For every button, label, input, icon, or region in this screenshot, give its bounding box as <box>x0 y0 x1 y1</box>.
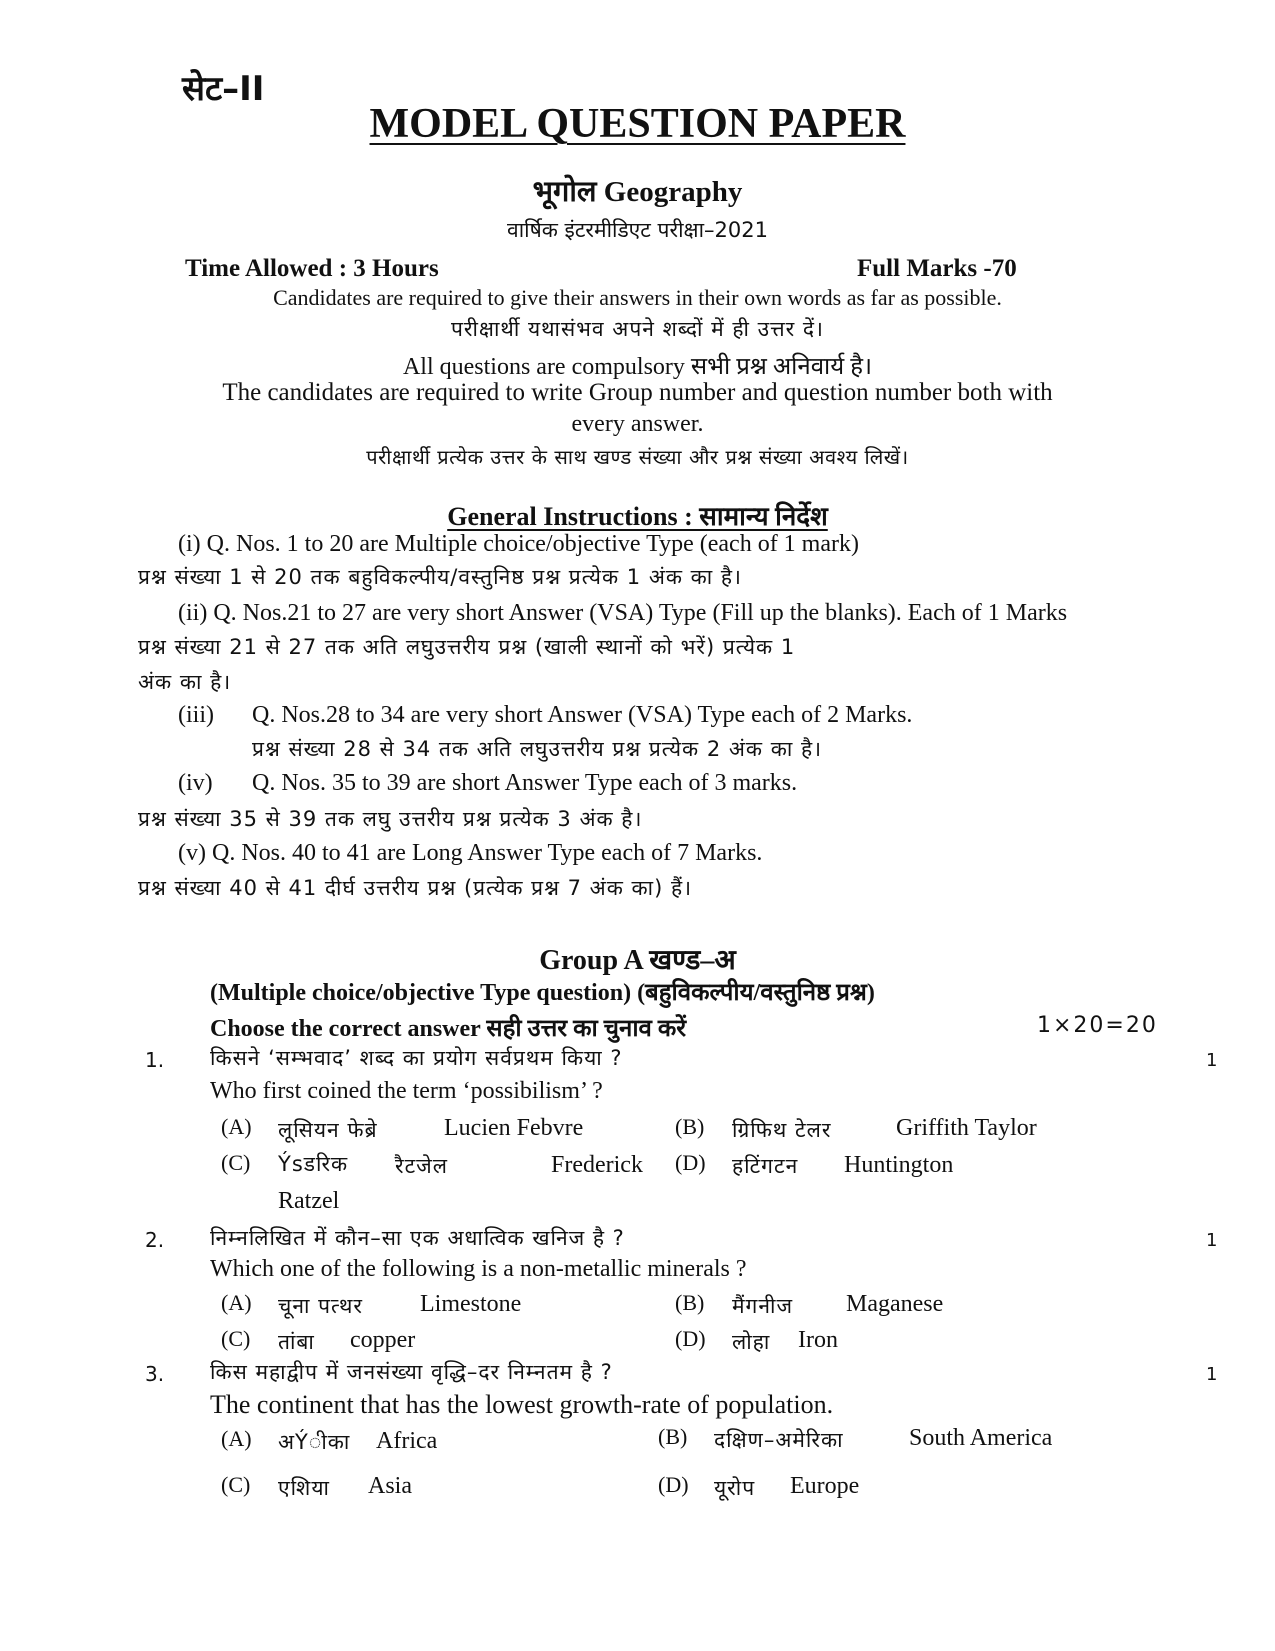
option-label: (A) <box>221 1426 252 1451</box>
question-3-mark: 1 <box>1206 1364 1218 1385</box>
option-a-hindi: लूसियन फेब्रे <box>278 1118 378 1142</box>
option-label: (D) <box>675 1150 706 1175</box>
option-c-hindi-2: रैटजेल <box>395 1154 448 1178</box>
instruction-v: (v) Q. Nos. 40 to 41 are Long Answer Type each of 7 Marks. <box>178 840 763 866</box>
option-c-english: Frederick <box>551 1152 643 1178</box>
question-number: 2. <box>145 1228 165 1252</box>
option-label: (B) <box>675 1114 705 1139</box>
option-a-english: Africa <box>376 1428 438 1454</box>
instruction-compulsory: All questions are compulsory सभी प्रश्न अनिवार्य है। <box>402 354 873 380</box>
time-allowed: Time Allowed : 3 Hours <box>185 255 439 282</box>
instruction-ii-hindi-cont: अंक का है। <box>138 670 232 694</box>
instruction-group-number: The candidates are required to write Group number and question number both with <box>222 379 1053 406</box>
option-b-hindi: ग्रिफिथ टेलर <box>732 1118 832 1142</box>
instruction-i: (i) Q. Nos. 1 to 20 are Multiple choice/objective Type (each of 1 mark) <box>178 531 859 557</box>
option-c-hindi: एशिया <box>278 1476 330 1500</box>
group-a-total-marks: 1×20=20 <box>1037 1013 1158 1038</box>
option-d-english: Europe <box>790 1473 860 1499</box>
instruction-group-number-cont: every answer. <box>571 411 704 437</box>
instruction-own-words-hindi: परीक्षार्थी यथासंभव अपने शब्दों में ही उत्तर दें। <box>450 317 825 341</box>
instruction-iv: Q. Nos. 35 to 39 are short Answer Type each of 3 marks. <box>252 770 798 796</box>
question-number: 1. <box>145 1048 165 1072</box>
option-label: (C) <box>221 1472 251 1497</box>
paper-title-text: MODEL QUESTION PAPER <box>369 101 906 147</box>
instruction-own-words: Candidates are required to give their answers in their own words as far as possible. <box>273 285 1002 310</box>
full-marks: Full Marks -70 <box>857 255 1017 282</box>
option-c-hindi: Ýsडरिक <box>278 1152 349 1176</box>
option-c-english: copper <box>350 1327 416 1353</box>
option-label: (D) <box>658 1472 689 1497</box>
choose-correct-answer: Choose the correct answer सही उत्तर का चुनाव करें <box>210 1016 687 1042</box>
option-label: (B) <box>658 1424 688 1449</box>
option-label: (C) <box>221 1150 251 1175</box>
question-1-hindi: किसने ‘सम्भवाद’ शब्द का प्रयोग सर्वप्रथम किया ? <box>210 1046 623 1070</box>
question-1-mark: 1 <box>1206 1050 1218 1071</box>
question-2-english: Which one of the following is a non-metallic minerals ? <box>210 1256 747 1282</box>
option-d-hindi: यूरोप <box>714 1476 756 1500</box>
option-a-english: Lucien Febvre <box>444 1115 584 1141</box>
option-label: (A) <box>221 1290 252 1315</box>
instruction-iii-hindi: प्रश्न संख्या 28 से 34 तक अति लघुउत्तरीय प्रश्न प्रत्येक 2 अंक का है। <box>252 737 823 761</box>
instruction-iii: Q. Nos.28 to 34 are very short Answer (VSA) Type each of 2 Marks. <box>252 702 913 728</box>
group-a-heading: Group A खण्ड–अ <box>539 945 736 976</box>
question-2-mark: 1 <box>1206 1230 1218 1251</box>
instruction-iv-hindi: प्रश्न संख्या 35 से 39 तक लघु उत्तरीय प्रश्न प्रत्येक 3 अंक है। <box>138 807 643 831</box>
instruction-ii-hindi: प्रश्न संख्या 21 से 27 तक अति लघुउत्तरीय प्रश्न (खाली स्थानों को भरें) प्रत्येक 1 <box>138 635 796 659</box>
subject-title: भूगोल Geography <box>532 176 743 208</box>
option-b-english: Maganese <box>846 1291 944 1317</box>
exam-name: वार्षिक इंटरमीडिएट परीक्षा–2021 <box>507 218 768 242</box>
question-3-hindi: किस महाद्वीप में जनसंख्या वृद्धि–दर निम्नतम है ? <box>210 1360 613 1384</box>
instruction-iv-number: (iv) <box>178 770 213 796</box>
paper-title <box>0 100 1275 148</box>
option-a-hindi: चूना पत्थर <box>278 1294 363 1318</box>
instruction-iii-number: (iii) <box>178 702 214 728</box>
option-c-english-2: Ratzel <box>278 1188 340 1214</box>
group-a-subheading: (Multiple choice/objective Type question) (बहुविकल्पीय/वस्तुनिष्ठ प्रश्न) <box>210 980 875 1006</box>
question-2-hindi: निम्नलिखित में कौन–सा एक अधात्विक खनिज है ? <box>210 1226 625 1250</box>
instruction-v-hindi: प्रश्न संख्या 40 से 41 दीर्घ उत्तरीय प्रश्न (प्रत्येक प्रश्न 7 अंक का) हैं। <box>138 876 693 900</box>
option-d-english: Huntington <box>844 1152 954 1178</box>
general-instructions-heading-text: General Instructions : सामान्य निर्देश <box>447 502 828 531</box>
option-b-english: South America <box>909 1425 1053 1451</box>
question-number: 3. <box>145 1362 165 1386</box>
option-a-hindi: अÝीका <box>278 1430 351 1454</box>
option-d-english: Iron <box>798 1327 838 1353</box>
option-b-english: Griffith Taylor <box>896 1115 1037 1141</box>
option-b-hindi: मैंगनीज <box>732 1294 794 1318</box>
option-label: (C) <box>221 1326 251 1351</box>
option-d-hindi: हटिंगटन <box>732 1154 799 1178</box>
general-instructions-heading <box>0 497 1275 533</box>
option-a-english: Limestone <box>420 1291 522 1317</box>
instruction-group-number-hindi: परीक्षार्थी प्रत्येक उत्तर के साथ खण्ड संख्या और प्रश्न संख्या अवश्य लिखें। <box>366 445 909 469</box>
option-c-english: Asia <box>368 1473 412 1499</box>
instruction-ii: (ii) Q. Nos.21 to 27 are very short Answer (VSA) Type (Fill up the blanks). Each of 1 Marks <box>178 600 1068 626</box>
option-b-hindi: दक्षिण–अमेरिका <box>714 1428 844 1452</box>
question-1-english: Who first coined the term ‘possibilism’ ? <box>210 1078 603 1104</box>
set-label: सेट–II <box>182 69 265 109</box>
option-label: (A) <box>221 1114 252 1139</box>
option-d-hindi: लोहा <box>732 1330 771 1354</box>
option-c-hindi: तांबा <box>278 1330 315 1354</box>
instruction-i-hindi: प्रश्न संख्या 1 से 20 तक बहुविकल्पीय/वस्तुनिष्ठ प्रश्न प्रत्येक 1 अंक का है। <box>138 565 743 589</box>
question-3-english: The continent that has the lowest growth-rate of population. <box>210 1390 834 1419</box>
option-label: (B) <box>675 1290 705 1315</box>
option-label: (D) <box>675 1326 706 1351</box>
